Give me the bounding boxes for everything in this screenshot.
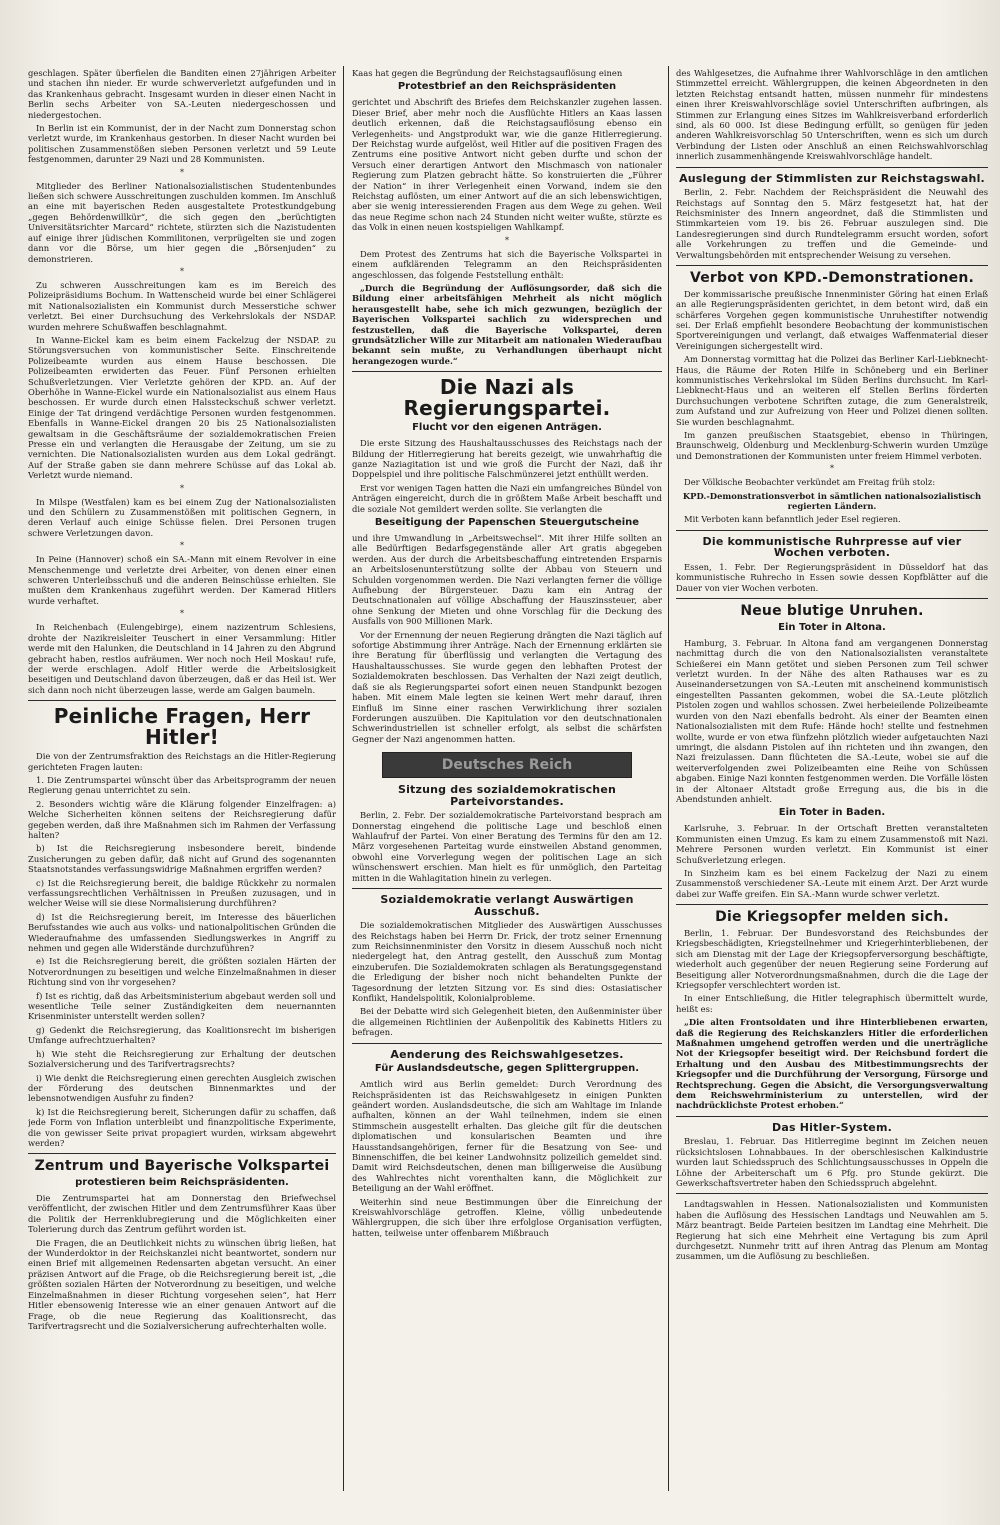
article-text: In Berlin ist ein Kommunist, der in der Nacht zum Donnerstag schon verletzt wurde, im Krankenhaus gestorben. In dieser Nacht wurden bei politischen Zusammenstößen sieben Personen verletzt und 59 Leute festgenommen, darunter 29 Nazi und 28 Kommunisten. [28,123,336,165]
article-text: Amtlich wird aus Berlin gemeldet: Durch Verordnung des Reichspräsidenten ist das Reichswahlgesetz in einigen Punkten geändert worden. Auslandsdeutsche, die sich am Wahltage im Inlande aufhalten, können an der Wahl teilnehmen, indem sie einen Stimmschein ausgestellt erhalten. Das gleiche gilt für die deutschen diplomatischen und konsularischen Beamten und ihre Hausstandsangehörigen, ferner für die Besatzung von See- und Binnenschiffen, die bei keiner Landwohnsitz polizeilich gemeldet sind. Damit wird Reichsdeutschen, denen man billigerweise die Ausübung des Wahlrechtes nicht vorenthalten kann, die Möglichkeit zur Beteiligung an der Wahl eröffnet. [352,1079,662,1194]
divider [28,700,336,701]
headline-stimmlisten: Auslegung der Stimmlisten zur Reichstagswahl. [679,171,985,185]
article-text: Die von der Zentrumsfraktion des Reichstags an die Hitler-Regierung gerichteten Fragen lauten: [28,751,336,772]
subheadline-wahlgesetz: Für Auslandsdeutsche, gegen Splittergruppen. [374,1063,640,1075]
article-text: Der kommissarische preußische Innenminister Göring hat einen Erlaß an alle Regierungspräsidenten gerichtet, in dem betont wird, daß ein schärferes Vorgehen gegen kommunistische Unruhestifter notwendig sei. Der Erlaß empfiehlt besondere Beobachtung der kommunistischen Sportvereinigungen und verlangt, daß etwaiges Waffenmaterial dieser Vereinigungen sichergestellt wird. [676,288,988,351]
question-item: h) Wie steht die Reichsregierung zur Erhaltung der deutschen Sozialversicherung und des Tarifvertragsrechts? [28,1048,336,1070]
article-text: In Sinzheim kam es bei einem Fackelzug der Nazi zu einem Zusammenstoß verschiedener SA.-Leute mit einem Arzt. Der Arzt wurde dabei zur Waffe greifen. Ein SA.-Mann wurde schwer verletzt. [676,867,988,899]
headline-unruhen: Neue blutige Unruhen. [740,603,924,620]
article-text: Breslau, 1. Februar. Das Hitlerregime beginnt im Zeichen neuen rücksichtslosen Lohnabbaues. In der oberschlesischen Kalkindustrie wurden laut Schiedsspruch des Schlichtungsausschusses in Oppeln die Löhne der Arbeiterschaft um 6 Pfg. pro Stunde gekürzt. Die Gewerkschaftsvertreter haben den Schiedsspruch abgelehnt. [676,1136,988,1188]
question-item: f) Ist es richtig, daß das Arbeitsministerium abgebaut werden soll und wesentliche Teile seiner Zuständigkeiten dem neuernannten Krisenminister unterstellt werden sollen? [28,990,336,1022]
article-text: In Reichenbach (Eulengebirge), einem nazizentrum Schlesiens, drohte der Nazikreisleiter Teuschert in einer Versammlung: Hitler werde mit den Halunken, die Deutschland in 14 Jahren zu den Abgrund gebracht haben, restlos aufräumen. Wer noch noch Heil Moskau! rufe, der werde erschlagen. Adolf Hitler werde die Arbeitslosigkeit beseitigen und Deutschland davon überzeugen, daß er das Heil ist. Wer sich dann noch nicht überzeugen lasse, werde am Galgen baumeln. [28,622,336,695]
article-text: Dem Protest des Zentrums hat sich die Bayerische Volkspartei in einem aufklärenden Telegramm an den Reichspräsidenten angeschlossen, das folgende Feststellung enthält: [352,248,662,280]
section-star: * [830,464,834,474]
divider [352,888,662,889]
subheadline-papen: Beseitigung der Papenschen Steuergutscheine [374,517,640,528]
subheadline-altona: Ein Toter in Altona. [778,621,886,633]
headline-hitler-system: Das Hitler-System. [772,1120,892,1134]
question-item: 2. Besonders wichtig wäre die Klärung folgender Einzelfragen: a) Welche Sicherheiten können seitens der Reichsregierung dafür gegeben werden, daß ihre Maßnahmen sich im Rahmen der Verfassung halten? [28,798,336,840]
column-3 [676,68,988,1495]
article-text: Hamburg, 3. Februar. In Altona fand am vergangenen Donnerstag nachmittag durch die von den Nationalsozialisten veranstaltete Schießerei ein Mann getötet und sieben Personen zum Teil schwer verletzt wurden. In der Nähe des alten Rathauses war es zu Auseinandersetzungen von SA.-Leuten mit anscheinend kommunistisch eingestellten Passanten gekommen, wobei die SA.-Leute plötzlich Pistolen zogen und wahllos schossen. Zwei herbeieilende Polizeibeamte wurden von den Nazi ebenfalls bedroht. Als einer der Beamten einen Nationalsozialisten mit dem Rufe: Hände hoch! stellte und festnehmen wollte, wurde er von etwa fünfzehn plötzlich wieder aufgetauchten Nazi umringt, die alsdann Pistolen auf ihn richteten und ihn zwangen, den Nazi freizulassen. Dann flüchteten die SA.-Leute, wobei sie auf die weiterverfolgenden zwei Polizeibeamten eine Reihe von Schüssen abgaben. Einige Nazi konnten festgenommen werden. Die Vorfälle lösten in der Altonaer Altstadt große Erregung aus, die bis in die Abendstunden anhielt. [676,637,988,804]
article-text: In Peine (Hannover) schoß ein SA.-Mann mit einem Revolver in eine Menschenmenge und verletzte drei Arbeiter, von denen einer einen schweren Unterleibsschuß und die anderen Beinschüsse erhielten. Sie mußten dem Krankenhaus zugeführt werden. Der Kamerad Hitlers wurde verhaftet. [28,554,336,606]
question-item: 1. Die Zentrumspartei wünscht über das Arbeitsprogramm der neuen Regierung genau unterrichtet zu sein. [28,774,336,796]
question-item: e) Ist die Reichsregierung bereit, die größten sozialen Härten der Notverordnungen zu beseitigen und welche Einzelmaßnahmen in dieser Richtung sind von ihr vorgesehen? [28,956,336,988]
headline-spd: Sitzung des sozialdemokratischen Parteivorstandes. [397,783,617,808]
headline-kriegsopfer: Die Kriegsopfer melden sich. [715,909,949,926]
quote-text: KPD.-Demonstrationsverbot in sämtlichen nationalsozialistisch regierten Ländern. [682,490,982,512]
question-item: g) Gedenkt die Reichsregierung, das Koalitionsrecht im bisherigen Umfange aufrechtzuerhalten? [28,1024,336,1046]
article-text: Berlin, 2. Febr. Der sozialdemokratische Parteivorstand besprach am Donnerstag eingehend die politische Lage und beschloß einen Wahlaufruf der Partei. Von einer Beratung des Termins für den am 12. März vorgesehenen Parteitag wurde einstweilen Abstand genommen, obwohl eine Vorverlegung wegen der politischen Lage an sich wünschenswert erschien. Man hielt es für unmöglich, den Parteitag mitten in die Wahlagitation hinein zu verlegen. [352,810,662,883]
column-rule-left [343,66,344,1491]
subheadline-protest: Protestbrief an den Reichspräsidenten [397,81,617,93]
article-text: gerichtet und Abschrift des Briefes dem Reichskanzler zugehen lassen. Dieser Brief, aber mehr noch die Ausflüchte Hitlers an Kaas lassen deutlich erkennen, daß die Reichstagsauflösung ebenso ein Verlegenheits- und Angstprodukt war, wie die ganze Hitlerregierung. Der Reichstag wurde aufgelöst, weil Hitler auf die positiven Fragen des Zentrums eine positive Antwort nicht geben durfte und schon der Versuch einer derartigen Antwort den Mischmasch von nationaler Regierung zum Platzen gebracht hätte. So konstruierten die „Führer der Nation“ in ihrer Verlegenheit einen Vorwand, indem sie den Reichstag auflösten, um einer Antwort auf die an sich lebenswichtigen, aber sie wenig interessierenden Fragen aus dem Wege zu gehen. Weil das neue Regime schon nach 24 Stunden nicht weiter wußte, stürzte es das Volk in einen neuen kostspieligen Wahlkampf. [352,97,662,233]
quote-text: „Durch die Begründung der Auflösungsorder, daß sich die Bildung einer arbeitsfähigen Mehrheit als nicht möglich herausgestellt habe, sehe ich mich gezwungen, bezüglich der Bayerischen Volkspartei sachlich zu widersprechen und festzustellen, daß die Bayerische Volkspartei, deren grundsätzlicher Wille zur Mitarbeit am nationalen Wiederaufbau bekannt sein mußte, zu Verhandlungen überhaupt nicht herangezogen wurde.“ [352,282,662,366]
question-item: k) Ist die Reichsregierung bereit, Sicherungen dafür zu schaffen, daß jede Form von Inflation unterbleibt und finanzpolitische Experimente, die von gewisser Seite privat propagiert wurden, wirksam abgewehrt werden? [28,1106,336,1148]
column-1 [28,68,336,1495]
divider [676,1116,988,1117]
article-text: des Wahlgesetzes, die Aufnahme ihrer Wahlvorschläge in den amtlichen Stimmzettel erreicht. Wählergruppen, die keinen Abgeordneten in den letzten Reichstag entsandt hatten, müssen nunmehr für mindestens einen ihrer Kreiswahlvorschläge soviel Unterschriften aufbringen, als Stimmen zur Erlangung eines Sitzes im Wahlkreisverband erforderlich sind, als 60 000. Ist diese Bedingung erfüllt, so genügen für jeden anderen Wahlkreisvorschlag 50 Unterschriften, wenn es sich um durch Verbindung der Listen oder Anschluß an einen Reichswahlvorschlag innerlich zusammenhängende Kreiswahlvorschläge handelt. [676,68,988,162]
divider [676,904,988,905]
article-text: Die erste Sitzung des Haushaltausschusses des Reichstags nach der Bildung der Hitlerregierung hat bereits gezeigt, wie unwahrhaftig die ganze Naziagitation ist und wie groß die Furcht der Nazi, daß ihr Doppelspiel und ihre politische Falschmünzerei jetzt enthüllt werden. [352,438,662,480]
question-item: d) Ist die Reichsregierung bereit, im Interesse des bäuerlichen Berufsstandes wie auch aus volks- und nationalpolitischen Gründen die Wiederaufnahme des umfassenden Siedlungswerkes in Angriff zu nehmen und gegen alle Widerstände durchzuführen? [28,911,336,954]
question-item: c) Ist die Reichsregierung bereit, die baldige Rückkehr zu normalen verfassungsrechtlichen Verhältnissen in Preußen zuzusagen, und in welcher Weise will sie diese Normalisierung durchführen? [28,877,336,909]
article-text: Vor der Ernennung der neuen Regierung drängten die Nazi täglich auf sofortige Abstimmung ihrer Anträge. Nach der Ernennung erklärten sie ihre Beratung für überflüssig und verlangten die Vertagung des Haushaltausschusses. Sie wurde gegen den lebhaften Protest der Sozialdemokraten beschlossen. Das Verhalten der Nazi zeigt deutlich, daß sie als Regierungspartei sofort einen neuen Standpunkt bezogen haben. Mit einem Male legten sie keinen Wert mehr darauf, ihren Einfluß im Sinne einer raschen Verwirklichung ihrer sozialen Forderungen auszuüben. Die Kapitulation vor den deutschnationalen Schwerindustriellen ist schneller erfolgt, als selbst die schärfsten Gegner der Nazi angenommen hatten. [352,629,662,744]
article-text: In Wanne-Eickel kam es beim einem Fackelzug der NSDAP. zu Störungsversuchen von kommunistischer Seite. Einschreitende Polizeibeamte wurden aus einem Hause beschossen. Die Polizeibeamten erwiderten das Feuer. Fünf Personen erhielten Schußverletzungen. Vier Verletzte gehören der KPD. an. Auf der Oberhöhe in Wanne-Eickel wurde ein Nationalsozialist aus einem Haus beschossen. Er wurde durch einen Halssteckschuß schwer verletzt. Einige der Tat dringend verdächtige Personen wurden festgenommen. Ebenfalls in Wanne-Eickel drangen 20 bis 25 Nationalsozialisten gewaltsam in die Geschäftsräume der sozialdemokratischen Freien Presse ein und verlangten die Herausgabe der Zeitung, um sie zu vernichten. Die Nationalsozialisten wurden aus dem Lokal gedrängt. Auf der Straße gaben sie dann mehrere Schüsse auf das Lokal ab. Verletzt wurde niemand. [28,334,336,481]
subheadline-zentrum: protestieren beim Reichspräsidenten. [75,1177,289,1189]
headline-kpd-verbot: Verbot von KPD.-Demonstrationen. [689,270,975,287]
divider [676,167,988,168]
headline-nazi: Die Nazi als Regierungspartei. [403,375,611,421]
section-star: * [180,541,184,551]
article-text: Erst vor wenigen Tagen hatten die Nazi ein umfangreiches Bündel von Anträgen eingereicht, durch die in größtem Maße Arbeit beschafft und die soziale Not gemildert werden sollte. Sie verlangten die [352,482,662,514]
article-text: Im ganzen preußischen Staatsgebiet, ebenso in Thüringen, Braunschweig, Oldenburg und Mecklenburg-Schwerin wurden Umzüge und Demonstrationen der Kommunisten unter freiem Himmel verboten. [676,430,988,461]
article-text: In Milspe (Westfalen) kam es bei einem Zug der Nationalsozialisten und den Schülern zu Zusammenstößen mit politischen Gegnern, in deren Verlauf auch einige Schüsse fielen. Drei Personen trugen schwere Verletzungen davon. [28,496,336,538]
subheadline-baden: Ein Toter in Baden. [778,807,886,819]
section-star: * [180,609,184,619]
headline-ruhrpresse: Die kommunistische Ruhrpresse auf vier Wochen verboten. [702,534,962,560]
divider [676,1193,988,1194]
article-text: In einer Entschließung, die Hitler telegraphisch übermittelt wurde, heißt es: [676,993,988,1014]
headline-zentrum: Zentrum und Bayerische Volkspartei [34,1158,330,1175]
article-text: Kaas hat gegen die Begründung der Reichstagsauflösung einen [352,68,623,78]
article-text: Karlsruhe, 3. Februar. In der Ortschaft Bretten veranstalteten Kommunisten einen Umzug. Es kam zu einem Zusammenstoß mit Nazi. Mehrere Personen wurden verletzt. Ein Kommunist ist einer Schußverletzung erlegen. [676,823,988,865]
section-banner: Deutsches Reich [382,752,632,778]
article-text: Die Fragen, die an Deutlichkeit nichts zu wünschen übrig ließen, hat der Wunderdoktor in der Reichskanzlei nicht beantwortet, sondern nur einen Brief mit allgemeinen Redensarten abgetan versucht. An einer präzisen Antwort auf die Frage, ob die Reichsregierung bereit ist, „die größten sozialen Härten der Notverordnung zu beseitigen, und welche Einzelmaßnahmen in dieser Richtung vorgesehen seien“, hat Herr Hitler ebensowenig Interesse wie an einer genauen Antwort auf die Frage, ob die neue Regierung das Koalitionsrecht, das Tarifvertragsrecht und die Sozialversicherung aufrechterhalten wolle. [28,1237,336,1331]
article-text: Essen, 1. Febr. Der Regierungspräsident in Düsseldorf hat das kommunistische Ruhrecho in Essen sowie dessen Kopfblätter auf die Dauer von vier Wochen verboten. [676,561,988,593]
article-text: Bei der Debatte wird sich Gelegenheit bieten, den Außenminister über die allgemeinen Richtlinien der Außenpolitik des Kabinetts Hitlers zu befragen. [352,1006,662,1038]
section-star: * [180,266,184,276]
article-text: Der Völkische Beobachter verkündet am Freitag früh stolz: [684,477,936,488]
question-item: b) Ist die Reichsregierung insbesondere bereit, bindende Zusicherungen zu geben dafür, daß nicht auf Grund des sogenannten Staatsnotstandes verfassungswidrige Maßnahmen ergriffen werden? [28,843,336,875]
divider [28,1153,336,1154]
column-2 [352,68,662,1495]
article-text: geschlagen. Später überfielen die Banditen einen 27jährigen Arbeiter und stachen ihn nieder. Er wurde schwerverletzt aufgefunden und in das Krankenhaus gebracht. Insgesamt wurden in dieser einen Nacht in Berlin sechs Arbeiter von SA.-Leuten niedergeschossen und niedergestochen. [28,68,336,120]
quote-text: „Die alten Frontsoldaten und ihre Hinterbliebenen erwarten, daß die Regierung des Reichskanzlers Hitler die erforderlichen Maßnahmen umgehend getroffen werden und die unerträgliche Not der Kriegsopfer beseitigt wird. Der Reichsbund fordert die Erhaltung und den Ausbau des Mitbestimmungsrechts der Kriegsopfer und die Durchführung der Versorgung, Fürsorge und Rechtsprechung. Gegen die Absicht, die Versorgungsverwaltung dem Reichswehrministerium zu unterstellen, wird der nachdrücklichste Protest erhoben.“ [676,1017,988,1111]
article-text: Zu schweren Ausschreitungen kam es im Bereich des Polizeipräsidiums Bochum. In Wattenscheid wurde bei einer Schlägerei mit Nationalsozialisten ein Kommunist durch Messerstiche schwer verletzt. Bei einer Durchsuchung des Verkehrslokals der NSDAP. wurden mehrere Schußwaffen beschlagnahmt. [28,279,336,332]
headline-ausschuss: Sozialdemokratie verlangt Auswärtigen Ausschuß. [380,893,634,918]
section-star: * [180,167,184,177]
article-text: Mitglieder des Berliner Nationalsozialistischen Studentenbundes ließen sich schwere Ausschreitungen zuschulden kommen. Im Anschluß an eine mit bayerischen Reden ausgestaltete Protestkundgebung „gegen Behördenwillkür“, die sich gegen den „berüchtigten Universitätsrichter Marcard“ richtete, stürzten sich die Nazistudenten auf einige ihrer jüdischen Kommilitonen, verprügelten sie und zogen dann vor die Börse, um hier gegen die „Börsenjuden“ zu demonstrieren. [28,180,336,264]
headline-fragen: Peinliche Fragen, Herr Hitler! [53,704,311,750]
divider [676,265,988,266]
article-text: Weiterhin sind neue Bestimmungen über die Einreichung der Kreiswahlvorschläge getroffen. Kleine, völlig unbedeutende Wählergruppen, die sich über ihre erfolglose Organisation verfügten, hatten, teilweise unter offenbarem Mißbrauch [352,1196,662,1238]
column-rule-right [668,66,669,1491]
divider [676,530,988,531]
divider [352,371,662,372]
article-text: Landtagswahlen in Hessen. Nationalsozialisten und Kommunisten haben die Auflösung des Hessischen Landtags und Neuwahlen am 5. März beantragt. Beide Parteien besitzen im Landtag eine Mehrheit. Die Regierung hat sich eine Mehrheit eine Vertagung bis zum April durchgesetzt. Nunmehr tritt auf ihren Antrag das Plenum am Montag zusammen, um die Auflösung zu beschließen. [676,1199,988,1262]
article-text: Am Donnerstag vormittag hat die Polizei das Berliner Karl-Liebknecht-Haus, die Räume der Roten Hilfe in Schöneberg und ein Berliner kommunistisches Verkehrslokal im Süden Berlins durchsucht. Im Karl-Liebknecht-Haus und an weiteren elf Stellen Berlins förderten Durchsuchungen verbotene Schriften zutage, die zum Generalstreik, zum Aufstand und zur Aufreizung von Heer und Polizei dienen sollten. Sie wurden beschlagnahmt. [676,354,988,427]
article-text: Die sozialdemokratischen Mitglieder des Auswärtigen Ausschusses des Reichstags haben bei Herrn Dr. Frick, der trotz seiner Ernennung zum Reichsinnenminister den Vorsitz in diesem Ausschuß noch nicht niedergelegt hat, den Antrag gestellt, den Ausschuß zum Montag einzuberufen. Die Sozialdemokraten schlagen als Beratungsgegenstand die Erledigung der bisher noch nicht behandelten Punkte der Tagesordnung der letzten Sitzung vor. Es sind dies: Ostasiatischer Konflikt, Handelspolitik, Kolonialprobleme. [352,920,662,1003]
headline-wahlgesetz: Aenderung des Reichswahlgesetzes. [390,1047,624,1061]
article-text: Die Zentrumspartei hat am Donnerstag den Briefwechsel veröffentlicht, der zwischen Hitler und dem Zentrumsführer Kaas über die Politik der Herrenklubregierung und die Möglichkeiten einer Tolerierung durch das Zentrum geführt worden ist. [28,1193,336,1235]
subheadline-nazi: Flucht vor den eigenen Anträgen. [412,422,602,434]
article-text: Berlin, 2. Febr. Nachdem der Reichspräsident die Neuwahl des Reichstags auf Sonntag den 5. März festgesetzt hat, hat der Reichsminister des Innern angeordnet, daß die Stimmlisten und Stimmkarteien vom 19. bis 26. Februar auszulegen sind. Die Landesregierungen sind durch Rundtelegramm ersucht worden, sofort alle Vorkehrungen zu treffen und die Gemeinde- und Verwaltungsbehörden mit entsprechender Weisung zu versehen. [676,187,988,260]
article-text: Mit Verboten kann befanntlich jeder Esel regieren. [684,514,901,525]
divider [676,598,988,599]
question-item: i) Wie denkt die Reichsregierung einen gerechten Ausgleich zwischen der Förderung des deutschen Binnenmarktes und der lebensnotwendigen Ausfuhr zu finden? [28,1072,336,1104]
divider [352,1043,662,1044]
article-text: und ihre Umwandlung in „Arbeitswechsel“. Mit ihrer Hilfe sollten an alle Bedürftigen Bedarfsgegenstände aller Art gratis abgegeben werden. Aus der durch die Arbeitsbeschaffung eintretenden Ersparnis an Arbeitslosenunterstützung sollte der Abbau von Steuern und Schulden vorgenommen werden. Die Nazi verlangten ferner die völlige Aufhebung der Bürgersteuer. Dazu kam ein Antrag der Deutschnationalen auf völlige Abschaffung der Hauszinssteuer, aber ohne Senkung der Mieten und ohne Vorschlag für die Deckung des Ausfalls von 900 Millionen Mark. [352,533,662,627]
article-text: Berlin, 1. Februar. Der Bundesvorstand des Reichsbundes der Kriegsbeschädigten, Kriegsteilnehmer und Kriegerhinterbliebenen, der sich am Dienstag mit der Lage der Kriegsopferversorgung beschäftigte, wiederholt auch gegenüber der neuen Regierung seine Forderung auf Beseitigung aller Notverordnungsmaßnahmen, durch die die Lage der Kriegsopfer verschlechtert worden ist. [676,927,988,990]
section-star: * [505,235,509,245]
section-star: * [180,483,184,493]
